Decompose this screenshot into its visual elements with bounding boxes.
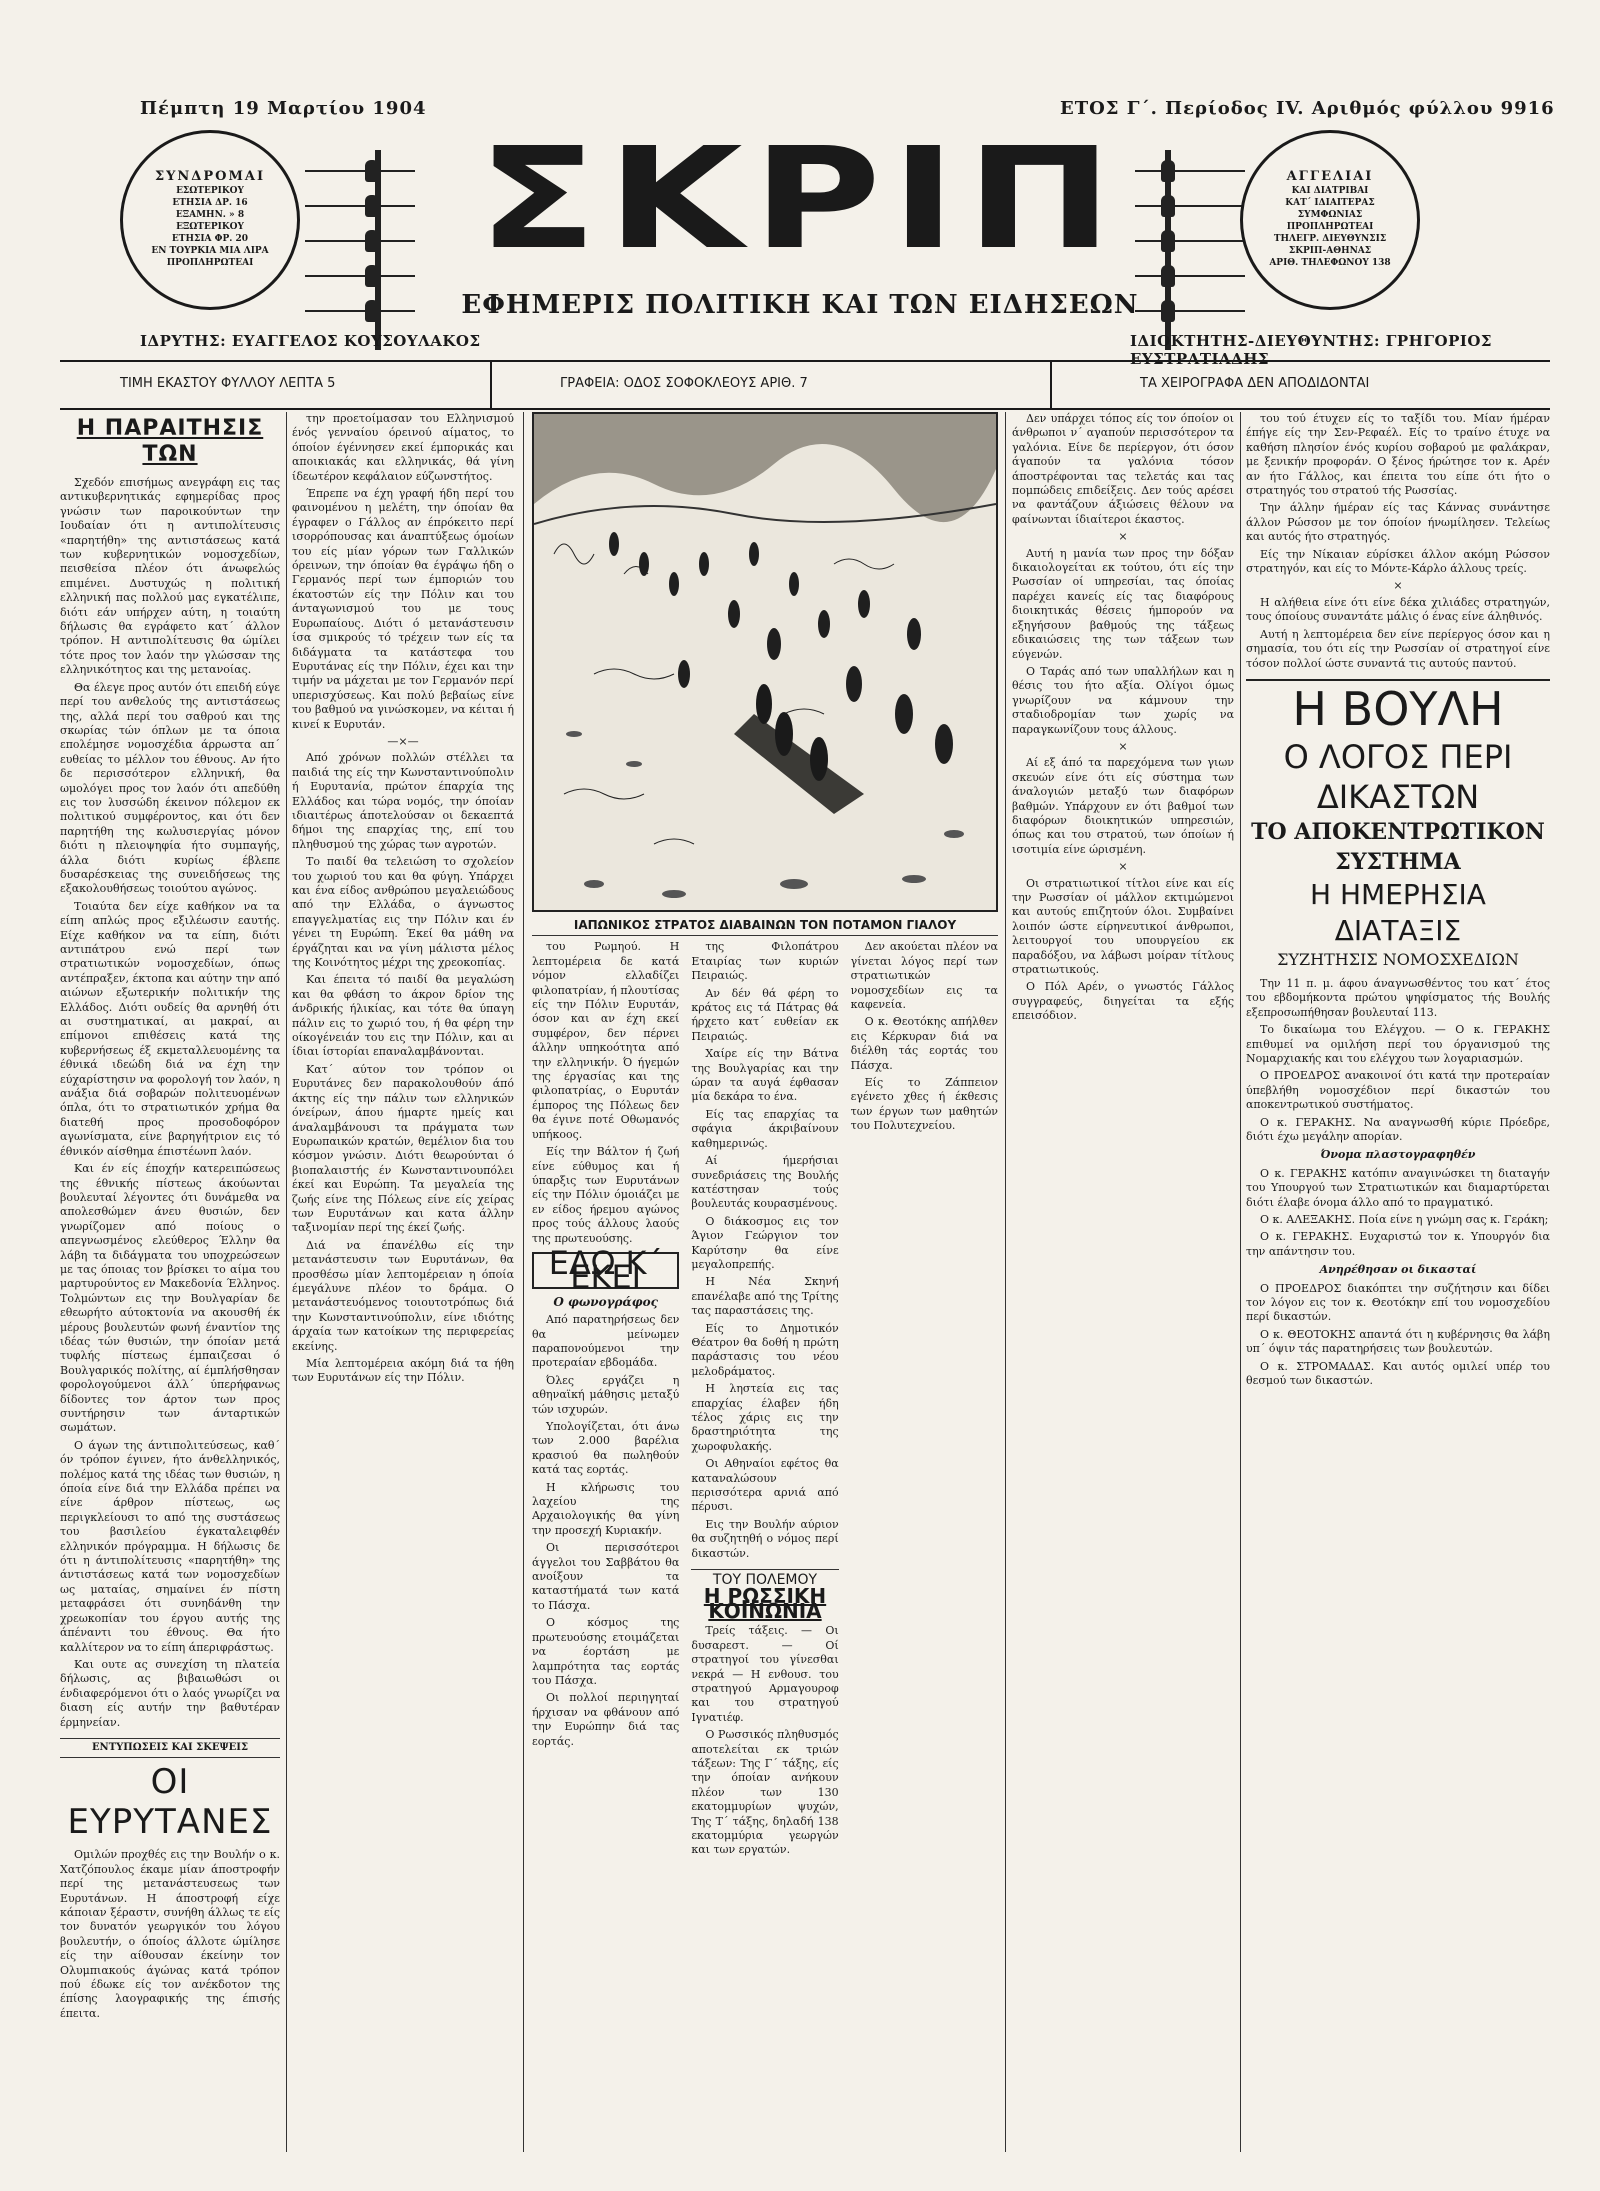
article-paragraph: Αί εξ άπό τα παρεχόμενα των γιων σκευών είνε ότι είς σύστημα των άναλογιών μεταξύ των διαφόρων βαθμών. Υπάρχουν εν ότι βαθμοί των διαφόρων διοικητικών υπηρεσιών, όπως και του στρατού, των όποίων ή ισοτιμία είνε ώρισμένη.	[1012, 756, 1234, 856]
section-label: ΤΟΥ ΠΟΛΕΜΟΥ	[691, 1569, 838, 1587]
seal-line: ΕΤΗΣΙΑ ΦΡ. 20	[171, 234, 249, 244]
seal-line: ΑΡΙΘ. ΤΗΛΕΦΩΝΟΥ 138	[1269, 258, 1391, 268]
news-item: Η κλήρωσις του λαχείου της Αρχαιολογικής θα γίνη την προσεχή Κυριακήν.	[532, 1480, 680, 1537]
seal-line: ΕΤΗΣΙΑ ΔΡ. 16	[172, 198, 248, 208]
seal-line: ΚΑΤ΄ ΙΔΙΑΙΤΕΡΑΣ	[1285, 198, 1375, 208]
divider	[1050, 362, 1052, 408]
seal-line: ΕΣΩΤΕΡΙΚΟΥ	[176, 186, 244, 196]
article-paragraph: Ο κ. ΓΕΡΑΚΗΣ. Να αναγνωσθή κύριε Πρόεδρε, διότι έχω μεγάλην απορίαν.	[1246, 1115, 1550, 1143]
article-headline: Η ΡΩΣΣΙΚΗ ΚΟΙΝΩΝΙΑ	[703, 1584, 827, 1623]
news-item: Ο κόσμος της πρωτευούσης ετοιμάζεται να έορτάση με λαμπρότητα τας εορτάς του Πάσχα.	[532, 1616, 680, 1687]
article-paragraph: Ο ΠΡΟΕΔΡΟΣ διακόπτει την συζήτησιν και δίδει τον λόγον εις τον κ. Θεοτόκην επί του νομοσχεδίου περί δικαστών.	[1246, 1281, 1550, 1324]
article-paragraph: Είς την Νίκαιαν εύρίσκει άλλον ακόμη Ρώσσον στρατηγόν, και είς το Μόντε-Κάρλο άλλους τρείς.	[1246, 547, 1550, 576]
wire	[1135, 310, 1245, 312]
subcolumn-c	[851, 940, 998, 1860]
news-item: Ο κ. Θεοτόκης απήλθεν εις Κέρκυραν διά να διέλθη τάς εορτάς του Πάσχα.	[850, 1015, 998, 1072]
separator: —×—	[387, 734, 419, 748]
article-paragraph: Είς την Βάλτον ή ζωή είνε εύθυμος και ή ύπαρξις των Ευρυτάνων είς την Πόλιν όμοιάζει με εν είδος ήρεμου αγώνος προς τούς άλλους λαούς της πρωτευούσης.	[532, 1145, 680, 1245]
subscription-ornament	[110, 120, 410, 350]
article-headline: Η ΠΑΡΑΙΤΗΣΙΣ ΤΩΝ	[76, 416, 264, 467]
wire	[305, 205, 415, 207]
article-paragraph: Ο άγων της άντιπολιτεύσεως, καθ΄ όν τρόπον έγινεν, ήτο άνθελληνικός, πολέμος κατά της ιδέας των θυσιών, η όποία είνε διά την Ελλάδα πρέπει να είνε άρθρον πίστεως, ως περιγκλείουσι το από της συστάσεως του βασιλείου έγκαταλειφθέν ελληνικόν πρόγραμμα. Η δήλωσις δε ότι η άντιπολίτευσις «παρητήθη» της άντιστάσεως κατά των νομοσχεδίων ως ματαίας, σημαίνει έν πίστη μεταφράσει ότι συνηδάνθη την χρεωκοπίαν του έργου αυτής της άπέναντι του έθνους. Θα ήτο καλλίτερον να το είπη άπεριφράστως.	[60, 1438, 280, 1654]
article-paragraph: Την άλλην ήμέραν είς τας Κάννας συνάντησε άλλον Ρώσσον με τον όποίον ήνωμίλησεν. Τελείως και αυτός ήτο στρατηγός.	[1246, 501, 1550, 544]
news-item: Χαίρε είς την Βάτνα της Βουλγαρίας και την ώραν τα αυγά έφθασαν μία δεκάρα το ένα.	[691, 1047, 839, 1104]
news-item: Από παρατηρήσεως δεν θα μείνωμεν παραπονούμενοι την προτεραίαν εβδομάδα.	[532, 1313, 680, 1370]
price-info: ΤΙΜΗ ΕΚΑΣΤΟΥ ΦΥΛΛΟΥ ΛΕΠΤΑ 5	[120, 376, 336, 391]
seal-line: ΕΞΩΤΕΡΙΚΟΥ	[176, 222, 244, 232]
seal-line: ΠΡΟΠΛΗΡΩΤΕΑΙ	[166, 258, 254, 268]
article-paragraph: Ομιλών προχθές εις την Βουλήν ο κ. Χατζόπουλος έκαμε μίαν άποστροφήν περί της μετανάστευσεως των Ευρυτάνων. Η άποστροφή είχε κάποιαν ξέραστν, συνήθη άλλως τε είς τον δυνατόν γεωργικόν του λόγου βουλευτήν, ο όποίος άλλοτε ώμίλησε είς την αίθουσαν έκείνην τον Ολυμπιακούς άγώνας κατά τρόπον πού έδωκε είς τον ανέκδοτον της έπίσης λαογραφικής της έπισής έπειτα.	[60, 1848, 280, 2020]
insulator-icon	[365, 300, 379, 322]
article-paragraph: Μία λεπτομέρεια ακόμη διά τα ήθη των Ευρυτάνων είς την Πόλιν.	[292, 1357, 514, 1385]
column-3-subcolumns	[532, 940, 998, 1860]
news-item: Οι περισσότεροι άγγελοι του Σαββάτου θα ανοίξουν τα καταστήματά των κατά το Πάσχα.	[532, 1541, 680, 1612]
article-paragraph: Και έν είς έποχήν κατερειπώσεως της έθνικής πίστεως άκούωνται βουλευταί λέγοντες ότι δυνάμεθα να απολεσθώμεν άνευ θυσιών, δεν γνωρίζομεν από ποίους ο απεγνωσμένος ελεύθερος Έλλην θα λάβη τα διδάγματα του υποχρεώσεων με τας όποιας τον βρίσκει το αίμα του μαρτυρούντος εν Μακεδονία Έλληνος. Τολμώντων εις την Βουλγαρίαν δε εθεωρήτο αύτοκτονία να ακουσθή έκ μέρους βουλευτών φωνή έναντίον της ιδέας τών θυσιών, την όποίαν μετά τυφλής πίστεως έμπαιζεσαι ό Βουλγαρικός πολίτης, αί έμπλήσθησαν φορολογούμενοι άλλ΄ ύπερήφανως δίδοντες τον άρτον των προς συντήρησιν των άνταρτικών σωμάτων.	[60, 1162, 280, 1435]
article-paragraph: Δεν υπάρχει τόπος είς τον όποίον οι άνθρωποι ν΄ αγαπούν περισσότερον τα γαλόνια. Είνε δε περίεργον, ότι όσον άγαπούν τα γαλόνια τόσον άποστρέφονται τας τελετάς και τας πομπώδεις επιδείξεις. Δεν τούς αρέσει να φαντάζουν άξιώσεις θέλουν να φαίνωνται ίδιαίτεροι έκαστος.	[1012, 412, 1234, 526]
wire	[305, 275, 415, 277]
article-subhead: Ανηρέθησαν οι δικασταί	[1319, 1263, 1477, 1277]
article-paragraph: Κατ΄ αύτον τον τρόπον οι Ευρυτάνες δεν παρακολουθούν άπό άκτης είς την πάλιν των ελληνικών όνείρων, άπου ήμαρτε ημείς και άναλαμβάνουσι τα πράγματα των Ευρωπαικών κρατών, θεμέλιον δια του κόσμον γνώσιν. Διότι θεωρούνται ό βιοπαλαιστής έν Κωνσταντινουπόλει έκεί και Ευρώπη. Τα μεγαλεία της ζωής είνε της Πόλεως είνε είς χείρας των Ευρυτάνων και κατα άλλην ταξινομίαν περί της έκεί ζωής.	[292, 1062, 514, 1235]
news-item: Δεν ακούεται πλέον να γίνεται λόγος περί των στρατιωτικών νομοσχεδίων εις τα καφενεία.	[850, 940, 998, 1012]
seal-title: ΣΥΝΔΡΟΜΑΙ	[154, 169, 266, 184]
column-2	[292, 412, 514, 2152]
wire	[305, 310, 415, 312]
newspaper-title: ΣΚΡΙΠ	[477, 118, 1123, 281]
news-item: Η ληστεία εις τας επαρχίας έλαβεν ήδη τέλος χάρις εις την δραστηριότητα της χωροφυλακής.	[691, 1382, 839, 1453]
article-paragraph: Και ουτε ας συνεχίση τη πλατεία δήλωσις, ας βιβαιωθώσι οι ένδιαφερόμενοι ότι ο λαός γνωρίζει να διαση είς αυτήν την βαθυτέραν έρμηνείαν.	[60, 1657, 280, 1729]
boule-headline: Η ΒΟΥΛΗ	[1246, 679, 1550, 737]
divider	[490, 362, 492, 408]
issue-date: Πέμπτη 19 Μαρτίου 1904	[140, 98, 427, 119]
advertising-ornament	[1140, 120, 1440, 350]
seal-line: ΕΞΑΜΗΝ. » 8	[175, 210, 245, 220]
article-paragraph: Το παιδί θα τελειώση το σχολείον του χωριού του και θα φύγη. Υπάρχει και ένα είδος ανθρώπου μεγαλειώδους από την Ελλάδα, ο άγνωστος επαγγελματίας εις την Πόλιν και έν γένει τη Ευρώπη. Έκεί θα μάθη να έργάζηται και να γίνη μάλιστα μέλος της Κοινότητος μέχρι της χρεοκοπίας.	[292, 855, 514, 970]
article-paragraph: Ο ΠΡΟΕΔΡΟΣ ανακοινοί ότι κατά την προτεραίαν ύπεβλήθη νομοσχέδιον περί δικαστών του αποκεντρωτικού συστήματος.	[1246, 1069, 1550, 1112]
manuscripts-info: ΤΑ ΧΕΙΡΟΓΡΑΦΑ ΔΕΝ ΑΠΟΔΙΔΟΝΤΑΙ	[1140, 376, 1370, 391]
seal-line: ΣΚΡΙΠ-ΑΘΗΝΑΣ	[1288, 246, 1372, 256]
article-paragraph: Θα έλεγε προς αυτόν ότι επειδή εύγε περί του ανθελούς της αντιστάσεως της, αλλά περί του σαθρού και της σκωρίας τών όπλων με τα όποια επολέμησε νομοσχέδια άρρωστα απ΄ ευθείας το μέλλον του έθνους. Αν ήτο δε περισσότερον ελληνική, θα ωμολόγει προς τον λαόν ότι απεδύθη εις τον λυσσώδη έκεινον πόλεμον εκ πολιτικού συμφέροντος, και ότι δεν παρητήθη της κωλυσιεργίας μόνον διότι η πλειοψηφία ήτο συμπαγής, άλλα διότι κυρίως έβλεπε δυσαρέσκειας της συνειδήσεως της εξακολουθήσεως τοιούτου αγώνος.	[60, 680, 280, 896]
article-paragraph: Ο Πόλ Αρέν, ο γνωστός Γάλλος συγγραφεύς, διηγείται τα εξής επεισόδιον.	[1012, 980, 1234, 1023]
subscription-seal	[120, 130, 300, 310]
insulator-icon	[365, 195, 379, 217]
separator: ×	[1118, 530, 1128, 544]
news-item: Αν δέν θά φέρη το κράτος εις τά Πάτρας θά ήρχετο κατ΄ ευθείαν εκ Πειραιώς.	[691, 986, 839, 1043]
boule-subheadline: Η ΗΜΕΡΗΣΙΑ ΔΙΑΤΑΞΙΣ	[1310, 877, 1486, 947]
article-paragraph: Ο κ. ΓΕΡΑΚΗΣ. Ευχαριστώ τον κ. Υπουργόν δια την απάντησιν του.	[1246, 1230, 1550, 1258]
article-paragraph: Αυτή η λεπτομέρεια δεν είνε περίεργος όσον και η σημασία, του ότι είς την Ρωσσίαν οί στρατηγοί είνε τόσον πολλοί ώστε συναντά τις αυτούς παντού.	[1246, 627, 1550, 670]
newspaper-subtitle: ΕΦΗΜΕΡΙΣ ΠΟΛΙΤΙΚΗ ΚΑΙ ΤΩΝ ΕΙΔΗΣΕΩΝ	[461, 290, 1139, 320]
article-paragraph: Τρείς τάξεις. — Οι δυσαρεστ. — Οί στρατηγοί του γίνεσθαι νεκρά — Η ενθουσ. του στρατηγού Αρμαγουροφ και του στρατηγού Ιγνατιέφ.	[691, 1624, 839, 1724]
column-1	[60, 412, 280, 2152]
article-paragraph: Αυτή η μανία των προς την δόξαν δικαιολογείται εκ τούτου, ότι είς την Ρωσσίαν οί υπηρεσίαι, τας όποίας παρέχει κανείς είς τας διαφόρους διοικητικάς θέσεις ήμπορούν να εξηγήσουν βαθμούς της τάξεως εδικαιώσεις της των τάξεων των εύγενών.	[1012, 546, 1234, 661]
column-rule	[1005, 412, 1006, 2152]
boule-subheadline: ΤΟ ΑΠΟΚΕΝΤΡΩΤΙΚΟΝ ΣΥΣΤΗΜΑ	[1251, 818, 1545, 875]
edo-kekei-subhead: Ο φωνογράφος	[553, 1294, 658, 1309]
column-3	[532, 412, 998, 2152]
news-item: Εις την Βουλήν αύριον θα συζητηθή ο νόμος περί δικαστών.	[691, 1517, 839, 1560]
office-info: ΓΡΑΦΕΙΑ: ΟΔΟΣ ΣΟΦΟΚΛΕΟΥΣ ΑΡΙΘ. 7	[560, 376, 808, 391]
separator: ×	[1118, 860, 1128, 874]
article-paragraph: Ο κ. ΑΛΕΞΑΚΗΣ. Ποία είνε η γνώμη σας κ. Γεράκη;	[1260, 1213, 1549, 1226]
director-line: ΙΔΙΟΚΤΗΤΗΣ-ΔΙΕΥΘΥΝΤΗΣ: ΓΡΗΓΟΡΙΟΣ ΕΥΣΤΡΑΤΙΑΔΗΣ	[1130, 332, 1493, 368]
section-label: ΕΝΤΥΠΩΣΕΙΣ ΚΑΙ ΣΚΕΨΕΙΣ	[60, 1738, 280, 1758]
article-paragraph: Οι στρατιωτικοί τίτλοι είνε και είς την Ρωσσίαν οί μάλλον εκτιμώμενοι και αυτούς επιζητούν όλοι. Συμβαίνει λοιπόν ώστε είρηνευτικοί άνθρωποι, λειτουργοί του υπουργείου εκ παραδόξου, να λάβωσι μοίραν τίτλους στρατιωτικούς.	[1012, 876, 1234, 977]
column-rule	[1240, 412, 1241, 2152]
article-paragraph: του τού έτυχεν είς το ταξίδι του. Μίαν ήμέραν έπήγε είς την Σεν-Ρεφαέλ. Είς το τραίνο έτυχε να καθήση πλησίον ένός κυρίου σοβαρού με φαλάκραν, με ξενικήν προφοράν. Ο ξένος ήρώτησε τον κ. Αρέν αν ήτο Γάλλος, και έπειτα του είπε ότι ήτο ο στρατηγός του στρατού τής Ρωσσίας.	[1246, 412, 1550, 498]
article-paragraph: Διά να έπανέλθω είς την μετανάστευσιν των Ευρυτάνων, θα προσθέσω μίαν λεπτομέρειαν η όποία έμεγάλυνε πλέον το δράμα. Ο μετανάστευόμενος τοιουτοτρόπως διά την Κωνσταντινούπολιν, είνε ιδιότης άρχαία των κατοίκων της περιφερείας εκείνης.	[292, 1238, 514, 1353]
seal-title: ΑΓΓΕΛΙΑΙ	[1286, 169, 1374, 184]
info-bar	[60, 360, 1550, 410]
news-item: Αί ήμερήσιαι συνεδριάσεις της Βουλής κατέστησαν τούς βουλευτάς κουρασμένους.	[691, 1154, 839, 1211]
insulator-icon	[365, 265, 379, 287]
article-paragraph: Σχεδόν επισήμως ανεγράφη εις τας αντικυβερνητικάς εφημερίδας προς γνώσιν των παροικούντων την Ιουδαίαν ότι η αντιπολίτευσις «παρητήθη» της αντιστάσεως κατά των κυβερνητικών νομοσχεδίων, πεισθείσα πλέον ότι άνωφελώς επιμένει. Δυστυχώς η πολιτική ελληνική πας πολλού μας εγκατέλιπε, διότι εάν υπήρχεν αύτη, η τοιαύτη δήλωσις θα εγράφετο κατ΄ άλλον τρόπον. Η αντιπολίτευσις θα ώμίλει τότε προς τον λαόν την γλώσσαν της ελληνικότητος και της μετανοίας.	[60, 476, 280, 677]
advertising-seal	[1240, 130, 1420, 310]
article-paragraph: την προετοίμασαν του Ελληνισμού ένός γενναίου όρεινού αίματος, το όποίον έγέννησεν εκεί έμπορικάς και αποικιακάς και ελληνικάς, θά γίνη ίδεωτέρον κεφάλαιον εύζωνστήτος.	[292, 412, 514, 483]
article-paragraph: Ο κ. ΓΕΡΑΚΗΣ κατόπιν αναγινώσκει τη διαταγήν του Υπουργού των Στρατιωτικών και διαμαρτύρεται διότι έλαβε όνομα άλλο από το πραγματικό.	[1246, 1166, 1550, 1209]
column-rule	[523, 412, 524, 2152]
article-paragraph: Η αλήθεια είνε ότι είνε δέκα χιλιάδες στρατηγών, τους όποίους συναντάτε μάλις ό ένας είνε άληθινός.	[1246, 595, 1550, 624]
insulator-icon	[365, 230, 379, 252]
article-paragraph: Ο κ. ΘΕΟΤΟΚΗΣ απαντά ότι η κυβέρνησις θα λάβη υπ΄ όψιν τάς παρατηρήσεις των βουλευτών.	[1246, 1327, 1550, 1356]
seal-line: ΚΑΙ ΔΙΑΤΡΙΒΑΙ	[1291, 186, 1369, 196]
seal-line: ΠΡΟΠΛΗΡΩΤΕΑΙ	[1286, 222, 1374, 232]
seal-line: ΤΗΛΕΓΡ. ΔΙΕΥΘΥΝΣΙΣ	[1273, 234, 1387, 244]
wire	[305, 170, 415, 172]
news-item: Η Νέα Σκηνή επανέλαβε από της Τρίτης τας παραστάσεις της.	[691, 1275, 839, 1318]
telegraph-wires-left	[305, 150, 415, 330]
news-item: Όλες εργάζει η αθηναϊκή μάθησις μεταξύ τών ισχυρών.	[532, 1373, 680, 1416]
column-4	[1012, 412, 1234, 2152]
boule-subheadline: Ο ΛΟΓΟΣ ΠΕΡΙ ΔΙΚΑΣΤΩΝ	[1283, 737, 1513, 816]
news-item: Υπολογίζεται, ότι άνω των 2.000 βαρέλια κρασιού θα πωληθούν κατά τας εορτάς.	[532, 1420, 680, 1477]
founder-line: ΙΔΡΥΤΗΣ: ΕΥΑΓΓΕΛΟΣ ΚΟΥΣΟΥΛΑΚΟΣ	[140, 332, 481, 350]
article-paragraph: Ο Ταράς από των υπαλλήλων και η θέσις του ήτο αξία. Ολίγοι όμως γνωρίζουν να κάμνουν την σταδιοδρομίαν των χωρίς να παραγκωνίζουν τους άλλους.	[1012, 664, 1234, 736]
news-item: Ο διάκοσμος εις τον Άγιον Γεώργιον τον Καρύτσην θα είνε μεγαλοπρεπής.	[691, 1214, 839, 1271]
article-subhead: Όνομα πλαστογραφηθέν	[1320, 1148, 1476, 1162]
seal-line: ΣΥΜΦΩΝΙΑΣ	[1297, 210, 1363, 220]
article-headline: ΟΙ ΕΥΡΥΤΑΝΕΣ	[67, 1762, 273, 1843]
boule-subheadline: ΣΥΖΗΤΗΣΙΣ ΝΟΜΟΣΧΕΔΙΩΝ	[1277, 949, 1519, 969]
wire	[305, 240, 415, 242]
wire	[1135, 275, 1245, 277]
illustration-drawing	[534, 414, 996, 910]
column-rule	[286, 412, 287, 2152]
article-paragraph: Από χρόνων πολλών στέλλει τα παιδιά της είς την Κωνσταντινούπολιν ή Ευρυτανία, πρώτον έπαρχία της Ελλάδος και τώρα νομός, την όποίαν ιδιαιτέρως άποτελούσαν οι δεκαεπτά δήμοι της επαρχίας της, επί του πληθυσμού της χώρας των αγροτών.	[292, 751, 514, 851]
column-5	[1246, 412, 1550, 2152]
article-paragraph: Ο κ. ΣΤΡΟΜΑΔΑΣ. Και αυτός ομιλεί υπέρ του θεσμού των δικαστών.	[1246, 1359, 1550, 1388]
article-paragraph: Το δικαίωμα του Ελέγχου. — Ο κ. ΓΕΡΑΚΗΣ επιθυμεί να ομιλήση περί του όργανισμού της Νομαρχιακής και του ελέγχου των λογαριασμών.	[1246, 1023, 1550, 1065]
news-item: της Φιλοπάτρου Εταιρίας των κυριών Πειραιώς.	[691, 940, 839, 983]
seal-line: ΕΝ ΤΟΥΡΚΙΑ ΜΙΑ ΛΙΡΑ	[151, 246, 269, 256]
article-paragraph: Και έπειτα τό παιδί θα μεγαλώση και θα φθάση το άκρον δρίον της άνδρικής ήλικίας, και τότε θα ύπαγη πάλιν εις το χωριό του, ή θα φέρη την οίκογένειάν του εις την Πόλιν, και αι ίδιαι ίστορίαι επαναλαμβάνονται.	[292, 973, 514, 1059]
article-paragraph: Ο Ρωσσικός πληθυσμός αποτελείται εκ τριών τάξεων: Της Γ΄ τάξης, είς την όποίαν ανήκουν πλέον των 130 εκατομμυρίων ψυχών, Της Τ΄ τάξης, δηλαδή 138 εκατομμύρια γεωργών και των εργατών.	[691, 1728, 839, 1857]
separator: ×	[1118, 739, 1128, 753]
news-item: Είς το Ζάππειον εγένετο χθες ή έκθεσις των έργων των μαθητών του Πολυτεχνείου.	[850, 1076, 998, 1133]
news-item: Είς τας επαρχίας τα σφάγια άκριβαίνουν καθημερινώς.	[691, 1107, 839, 1150]
article-paragraph: Έπρεπε να έχη γραφή ήδη περί του φαινομένου η μελέτη, την όποίαν θα έγραφεν ο Γάλλος αν έπρόκειτο περί ισορρόπουσας και άναπτύξεως όμοίων του είς μίαν γόρων των Γαλλικών όρεινων, την όποίαν θα έγράψω ήδη ο Γερμανός περί των έμποριών του έκατοστών είς την Πόλιν και του άνταγωνισμού του με τους Ευρωπαίους. Διότι ό μετανάστευσιν ίσα σμικρούς τό τρέχειν των είς τα διδάγματα τα κατάστεφα του Ευρυτάνας είς την Πόλιν, έχει και την τιμήν να μάχεται με τον Γερμανόν περί υπερισχύσεως. Και πολύ βεβαίως είνε του βαθμού να γινώσκομεν, να κέιται ή κινεί κ Ευρυτάν.	[292, 487, 514, 731]
subcolumn-a	[532, 940, 679, 1860]
issue-number: ΕΤΟΣ Γ΄. Περίοδος ΙV. Αριθμός φύλλου 9916	[1060, 98, 1555, 119]
edo-kekei-headline: ΕΔΩ Κ΄ ΕΚΕΙ	[532, 1252, 679, 1289]
news-item: Οι Αθηναίοι εφέτος θα καταναλώσουν περισσότερα αρνιά από πέρυσι.	[691, 1457, 839, 1514]
illustration-japanese-army	[532, 412, 998, 912]
insulator-icon	[365, 160, 379, 182]
article-paragraph: Τοιαύτα δεν είχε καθήκον να τα είπη απλώς προς εξιλέωσιν εαυτής. Είχε καθήκον να τα είπη, διότι αντιπάτρου ενώ περί των στρατιωτικών νομοσχεδίων, όπως αντέπραξεν, έκτοπα και αύτην την από αιώνων εξωτερικήν πολιτικήν της Ελλάδος. Διότι ουδείς θα αρνηθή ότι αι συστηματικαί, αι μακραί, αι επίμονοι επιθέσεις κατά της κυβερνήσεως έξ εκμεταλλευομένης τα έθνικά ιδεώδη διά να έχη την εύχαρίστησιν να φορολογή τον λαόν, η ανάξια διά σοβαρών πολιτευομένων όπλα, ότι το στρατιωτικόν χρήμα θα διατεθή προς προσοδοφόρον αγωνίσματα, είνε βαρηγήτριον εις τό έθνικόν αίσθημα έπιστέωνπ λαόν.	[60, 899, 280, 1158]
insulator-icon	[1161, 300, 1175, 322]
subcolumn-b	[691, 940, 838, 1860]
article-paragraph: του Ρωμηού. Η λεπτομέρεια δε κατά νόμον ελλαδίζει φιλοπατρίαν, ή πλουτίσας είς την Πόλιν Ευρυτάν, όσον και αν έχη εκεί συμφέρον, δεν πέρνει άλλην υπηκοότητα από την ελληνικήν. Ό ήγεμών της έργασίας και της φιλοπατρίας, ο Ευρυτάν έμπορος της Πόλεως δεν θα έγινε ποτέ Οθωμανός υπήκοος.	[532, 940, 680, 1141]
separator: ×	[1393, 579, 1403, 593]
article-paragraph: Την 11 π. μ. άφου άναγνωσθέντος του κατ΄ έτος του εβδομήκοντα πρώτου ψηφίσματος τής Βουλής εξεπροσωπήθησαν βουλευταί 113.	[1246, 976, 1550, 1019]
illustration-caption: ΙΑΠΩΝΙΚΟΣ ΣΤΡΑΤΟΣ ΔΙΑΒΑΙΝΩΝ ΤΟΝ ΠΟΤΑΜΟΝ ΓΙΑΛΟΥ	[532, 918, 998, 936]
news-item: Οι πολλοί περιηγηταί ήρχισαν να φθάνουν από την Ευρώπην διά τας εορτάς.	[532, 1691, 680, 1748]
news-item: Είς το Δημοτικόν Θέατρον θα δοθή η πρώτη παράστασις του νέου μελοδράματος.	[691, 1321, 839, 1378]
